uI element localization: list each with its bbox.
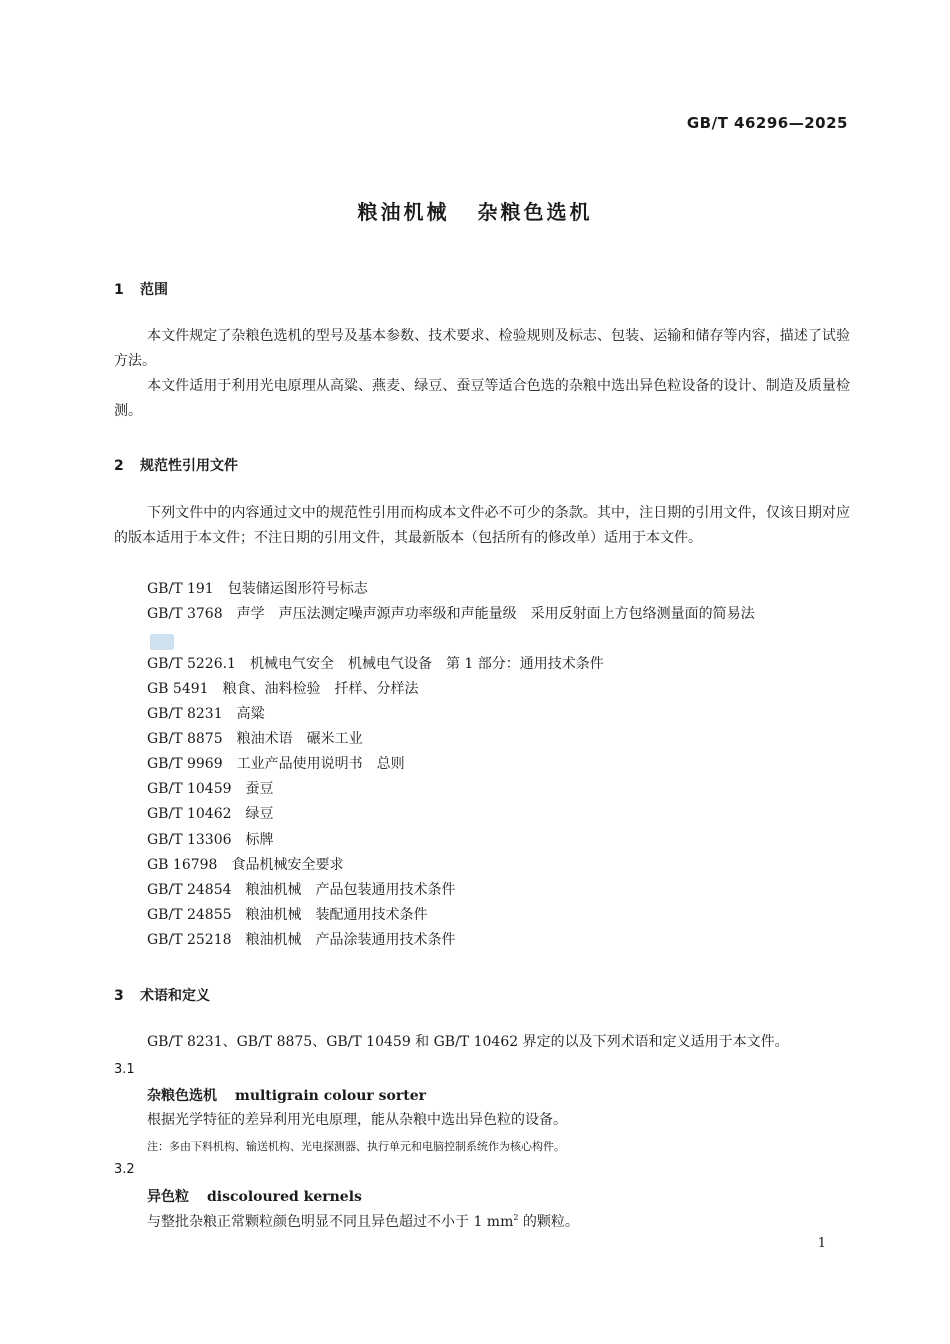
term-en: discoloured kernels [207, 1189, 362, 1205]
reference-code: GB/T 8231 [147, 706, 223, 722]
reference-item [147, 727, 363, 752]
section-number: 1 [114, 282, 124, 298]
term-number: 3.2 [114, 1162, 135, 1177]
paragraph-text: 下列文件中的内容通过文中的规范性引用而构成本文件必不可少的条款。其中，注日期的引用文件，仅该日期对应的版本适用于本文件；不注日期的引用文件，其最新版本（包括所有的修改单）适用于本文件。 [114, 505, 850, 546]
reference-code: GB/T 25218 [147, 932, 232, 948]
reference-title: 包装储运图形符号标志 [227, 581, 368, 597]
reference-code: GB/T 13306 [147, 832, 232, 848]
title-part-1: 粮油机械 [357, 200, 450, 224]
term-zh: 杂粮色选机 [147, 1088, 217, 1104]
term-definition: 根据光学特征的差异利用光电原理，能从杂粮中选出异色粒的设备。 [147, 1112, 567, 1128]
reference-code: GB/T 24855 [147, 907, 232, 923]
reference-code: GB/T 191 [147, 581, 214, 597]
reference-item [147, 828, 274, 853]
reference-item [147, 802, 274, 827]
reference-title: 粮油术语 碾米工业 [236, 731, 363, 747]
reference-code: GB 5491 [147, 681, 209, 697]
superscript: 2 [513, 1213, 519, 1222]
references-intro [114, 501, 850, 551]
term-en: multigrain colour sorter [235, 1088, 426, 1104]
document-title [0, 196, 950, 225]
paragraph-text: GB/T 8231、GB/T 8875、GB/T 10459 和 GB/T 10462 界定的以及下列术语和定义适用于本文件。 [147, 1034, 789, 1050]
title-part-2: 杂粮色选机 [477, 200, 593, 224]
terms-intro [114, 1030, 850, 1055]
term-number: 3.1 [114, 1062, 135, 1077]
standard-code: GB/T 46296—2025 [686, 114, 848, 132]
term-zh: 异色粒 [147, 1189, 189, 1205]
reference-code: GB/T 10459 [147, 781, 232, 797]
reference-title: 高粱 [236, 706, 265, 722]
reference-item [147, 777, 274, 802]
section-number: 2 [114, 458, 124, 474]
term-heading [147, 1186, 362, 1206]
section-1-heading [114, 279, 168, 299]
reference-title: 绿豆 [245, 806, 274, 822]
scope-paragraph-1 [114, 324, 850, 374]
reference-title: 蚕豆 [245, 781, 274, 797]
definition-text: 与整批杂粮正常颗粒颜色明显不同且异色超过不小于 1 mm [147, 1214, 514, 1230]
reference-item [147, 652, 604, 677]
reference-code: GB/T 5226.1 [147, 656, 236, 672]
reference-title: 工业产品使用说明书 总则 [236, 756, 405, 772]
reference-code: GB/T 9969 [147, 756, 223, 772]
reference-code: GB/T 8875 [147, 731, 223, 747]
section-title: 范围 [140, 282, 168, 298]
reference-title: 机械电气安全 机械电气设备 第 1 部分：通用技术条件 [249, 656, 604, 672]
definition-text: 的颗粒。 [518, 1214, 579, 1230]
watermark-logo [150, 634, 174, 650]
reference-title: 粮油机械 装配通用技术条件 [245, 907, 428, 923]
reference-code: GB/T 24854 [147, 882, 232, 898]
reference-item [147, 853, 343, 878]
reference-title: 粮食、油料检验 扦样、分样法 [222, 681, 419, 697]
reference-item [147, 752, 405, 777]
section-title: 规范性引用文件 [140, 458, 238, 474]
paragraph-text: 本文件适用于利用光电原理从高粱、燕麦、绿豆、蚕豆等适合色选的杂粮中选出异色粒设备的设计、制造及质量检测。 [114, 378, 850, 419]
scope-paragraph-2 [114, 374, 850, 424]
section-2-heading [114, 455, 238, 475]
reference-code: GB/T 3768 [147, 606, 223, 622]
section-title: 术语和定义 [140, 988, 210, 1004]
reference-title: 标牌 [245, 832, 274, 848]
term-note: 注：多由下料机构、输送机构、光电探测器、执行单元和电脑控制系统作为核心构件。 [147, 1140, 565, 1153]
section-number: 3 [114, 988, 124, 1004]
reference-item [147, 903, 428, 928]
page-number: 1 [817, 1236, 826, 1251]
reference-item [147, 677, 419, 702]
reference-title: 食品机械安全要求 [231, 857, 344, 873]
reference-code: GB 16798 [147, 857, 218, 873]
term-heading [147, 1085, 426, 1105]
reference-title: 粮油机械 产品包装通用技术条件 [245, 882, 456, 898]
reference-code: GB/T 10462 [147, 806, 232, 822]
paragraph-text: 本文件规定了杂粮色选机的型号及基本参数、技术要求、检验规则及标志、包装、运输和储存等内容，描述了试验方法。 [114, 328, 850, 369]
reference-item [147, 702, 265, 727]
reference-item [114, 602, 850, 627]
section-3-heading [114, 985, 210, 1005]
term-definition [147, 1211, 579, 1231]
reference-title: 声学 声压法测定噪声源声功率级和声能量级 采用反射面上方包络测量面的简易法 [236, 606, 755, 622]
reference-title: 粮油机械 产品涂装通用技术条件 [245, 932, 456, 948]
reference-item [147, 577, 368, 602]
reference-item [147, 878, 456, 903]
reference-item [147, 928, 456, 953]
